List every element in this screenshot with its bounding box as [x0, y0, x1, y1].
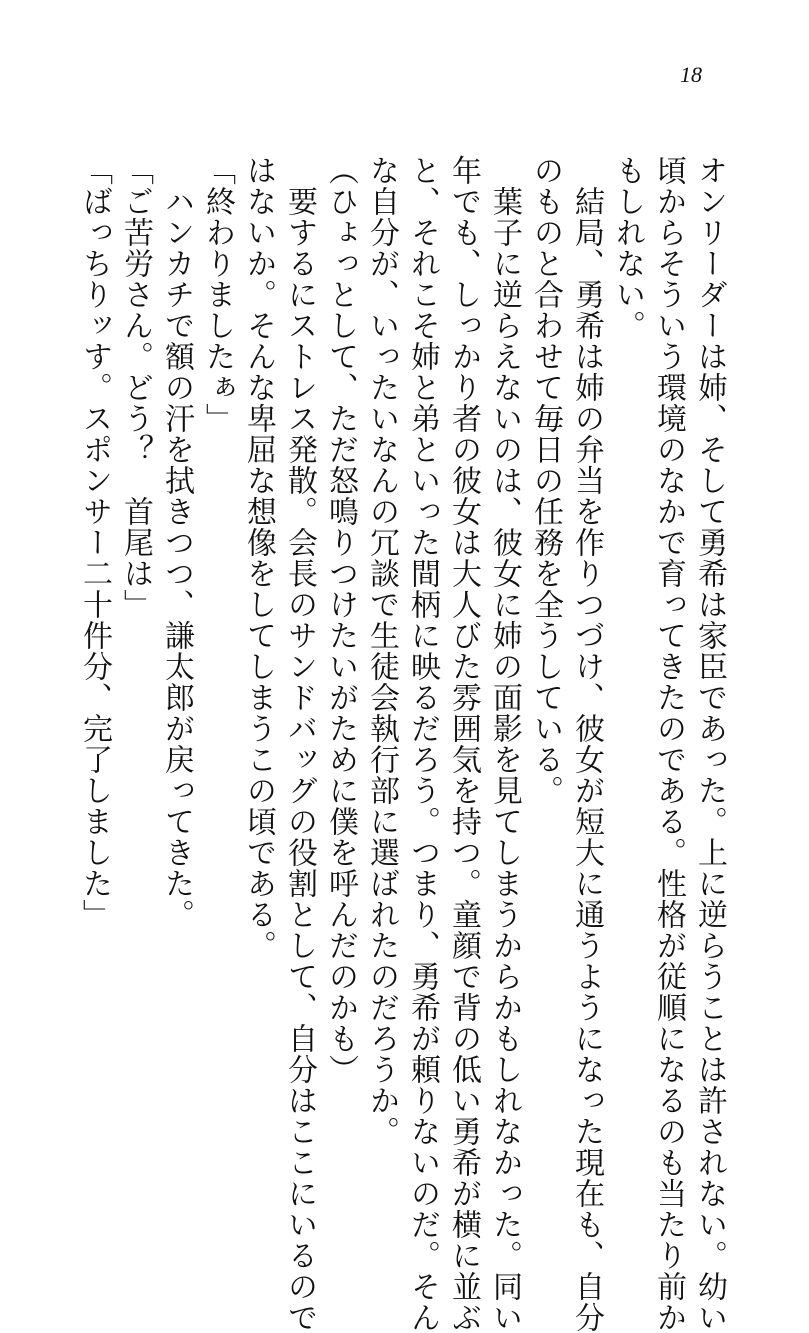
text-line-13: 「終わりましたぁ」 — [200, 155, 235, 434]
text-line-7: 年でも、しっかり者の彼女は大人びた雰囲気を持つ。童顔で背の低い勇希が横に並ぶ — [446, 155, 481, 1333]
text-line-6: 葉子に逆らえないのは、彼女に姉の面影を見てしまうからかもしれなかった。同い — [487, 155, 522, 1333]
novel-text-body — [77, 155, 730, 1333]
text-line-8: と、それこそ姉と弟といった間柄に映るだろう。つまり、勇希が頼りないのだ。そん — [405, 155, 440, 1333]
text-line-12: はないか。そんな卑屈な想像をしてしまうこの頃である。 — [241, 155, 276, 961]
text-line-4: 結局、勇希は姉の弁当を作りつづけ、彼女が短大に通うようになった現在も、自分 — [569, 155, 604, 1333]
text-line-1: オンリーダーは姉、そして勇希は家臣であった。上に逆らうことは許されない。幼い — [692, 155, 727, 1333]
text-line-15: 「ご苦労さん。どう？ 首尾は」 — [118, 155, 153, 620]
text-line-14: ハンカチで額の汗を拭きつつ、謙太郎が戻ってきた。 — [159, 155, 194, 930]
text-line-3: もしれない。 — [610, 155, 645, 341]
text-line-10: （ひょっとして、ただ怒鳴りつけたいがために僕を呼んだのかも） — [323, 155, 358, 1085]
text-line-5: のものと合わせて毎日の任務を全うしている。 — [528, 155, 563, 806]
text-line-9: な自分が、いったいなんの冗談で生徒会執行部に選ばれたのだろうか。 — [364, 155, 399, 1147]
page-number: 18 — [680, 62, 702, 87]
text-line-2: 頃からそういう環境のなかで育ってきたのである。性格が従順になるのも当たり前か — [651, 155, 686, 1333]
text-line-16: 「ばっちりッす。スポンサー二十件分、完了しました」 — [77, 155, 112, 930]
text-line-11: 要するにストレス発散。会長のサンドバッグの役割として、自分はここにいるので — [282, 155, 317, 1333]
